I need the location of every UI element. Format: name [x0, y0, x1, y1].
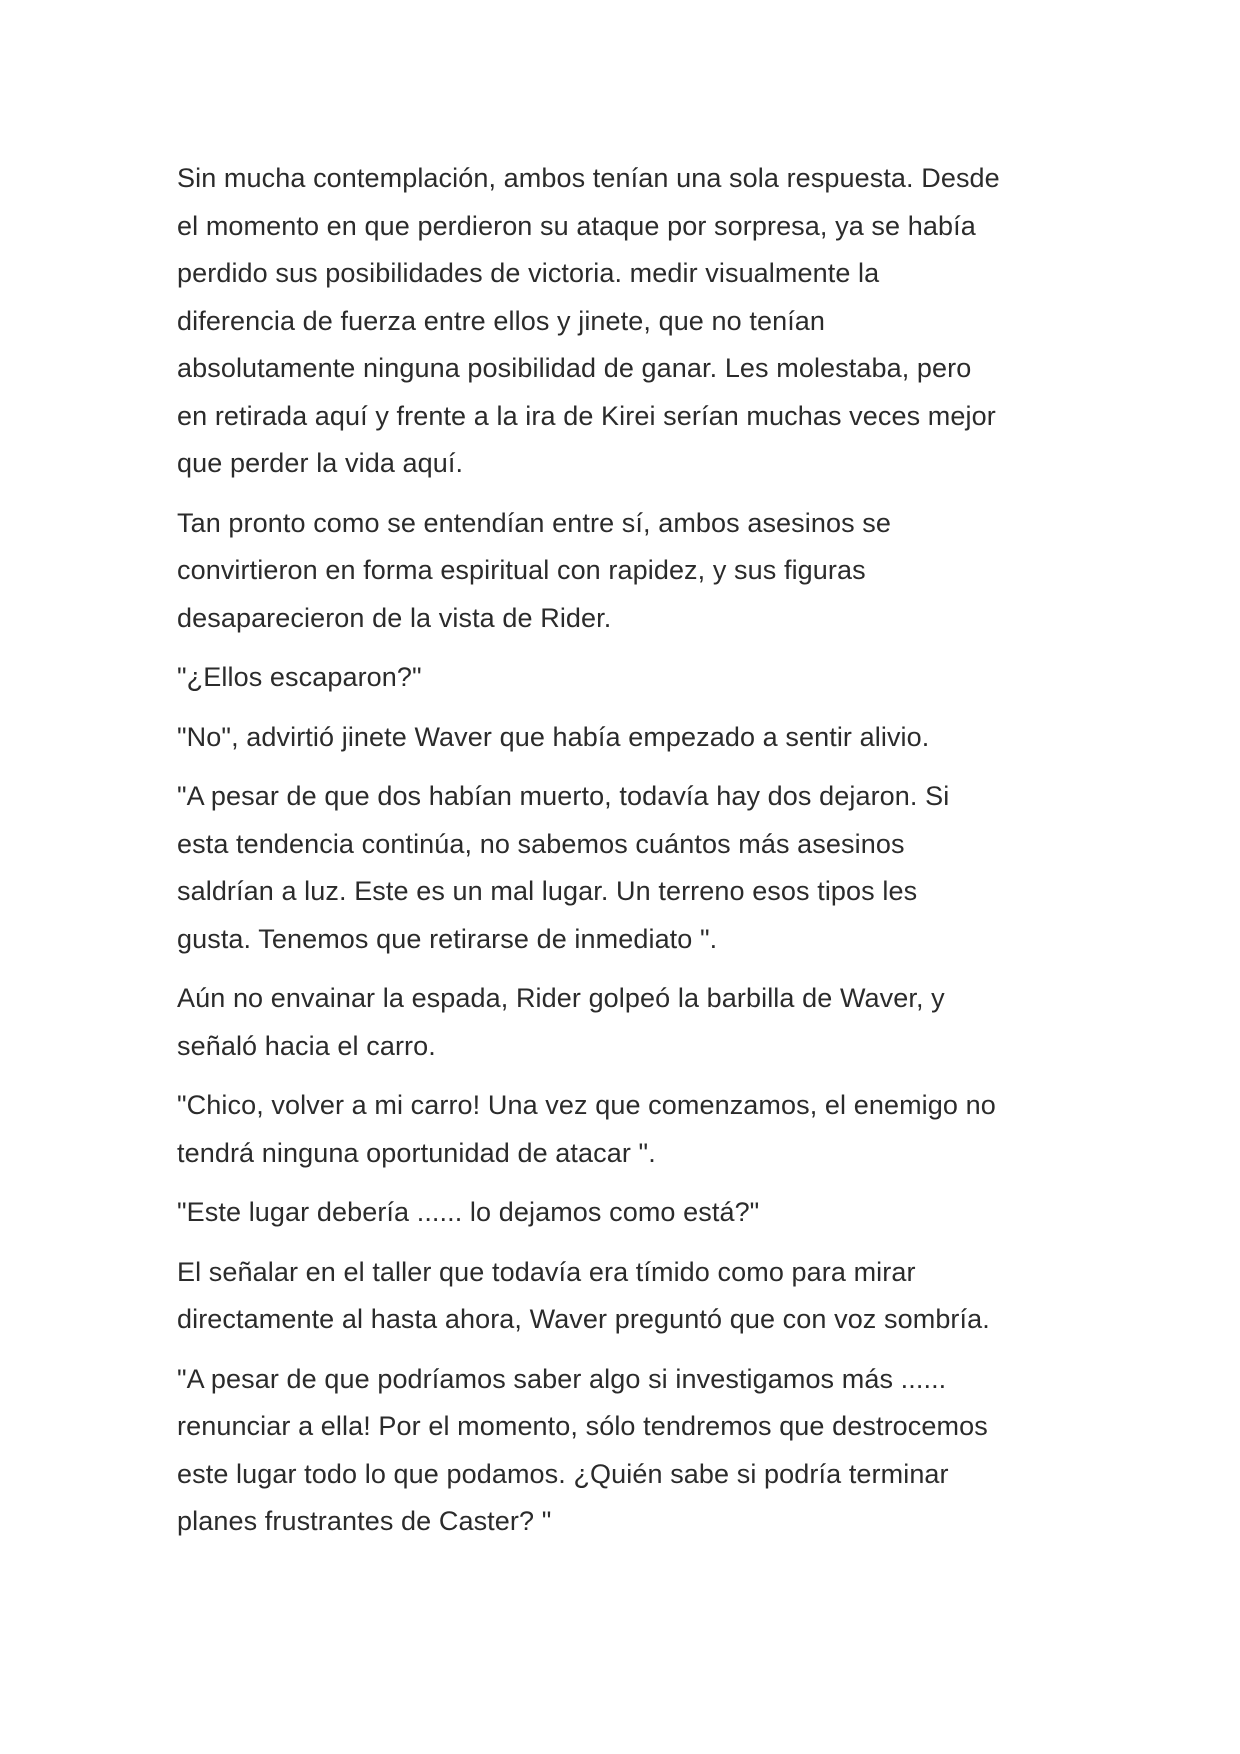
- text-line: desaparecieron de la vista de Rider.: [177, 602, 612, 633]
- text-line: "A pesar de que podríamos saber algo si investigamos más ......: [177, 1363, 947, 1394]
- text-line: este lugar todo lo que podamos. ¿Quién sabe si podría terminar: [177, 1458, 949, 1489]
- paragraph-8: [177, 1189, 1077, 1237]
- text-line: que perder la vida aquí.: [177, 448, 464, 478]
- text-line: Tan pronto como se entendían entre sí, ambos asesinos se: [177, 507, 892, 538]
- text-line: perdido sus posibilidades de victoria. medir visualmente la: [177, 258, 880, 288]
- text-line: absolutamente ninguna posibilidad de ganar. Les molestaba, pero: [177, 353, 972, 383]
- body-text: [177, 155, 1077, 1558]
- text-line: Sin mucha contemplación, ambos tenían una sola respuesta. Desde: [177, 163, 1000, 193]
- paragraph-2: [177, 500, 1077, 643]
- text-line: el momento en que perdieron su ataque por sorpresa, ya se había: [177, 210, 976, 241]
- paragraph-10: [177, 1356, 1077, 1546]
- text-line: Aún no envainar la espada, Rider golpeó la barbilla de Waver, y: [177, 983, 945, 1013]
- text-line: El señalar en el taller que todavía era tímido como para mirar: [177, 1256, 916, 1287]
- text-line: "¿Ellos escaparon?": [177, 662, 422, 692]
- paragraph-4: [177, 714, 1077, 762]
- text-line: saldrían a luz. Este es un mal lugar. Un terreno esos tipos les: [177, 876, 918, 906]
- text-line: tendrá ninguna oportunidad de atacar ".: [177, 1137, 656, 1168]
- text-line: diferencia de fuerza entre ellos y jinete, que no tenían: [177, 305, 826, 336]
- paragraph-3: [177, 654, 1077, 702]
- text-line: planes frustrantes de Caster? ": [177, 1506, 552, 1536]
- text-line: "A pesar de que dos habían muerto, todavía hay dos dejaron. Si: [177, 781, 950, 811]
- text-line: señaló hacia el carro.: [177, 1030, 436, 1061]
- text-line: renunciar a ella! Por el momento, sólo tendremos que destrocemos: [177, 1411, 988, 1441]
- text-line: directamente al hasta ahora, Waver preguntó que con voz sombría.: [177, 1304, 990, 1334]
- paragraph-6: [177, 975, 1077, 1070]
- text-line: en retirada aquí y frente a la ira de Kirei serían muchas veces mejor: [177, 400, 996, 431]
- text-line: convirtieron en forma espiritual con rapidez, y sus figuras: [177, 555, 866, 585]
- text-line: "Este lugar debería ...... lo dejamos como está?": [177, 1197, 760, 1227]
- paragraph-5: [177, 773, 1077, 963]
- text-line: gusta. Tenemos que retirarse de inmediato ".: [177, 923, 718, 954]
- paragraph-7: [177, 1082, 1077, 1177]
- paragraph-1: [177, 155, 1077, 488]
- paragraph-9: [177, 1249, 1077, 1344]
- text-line: "No", advirtió jinete Waver que había empezado a sentir alivio.: [177, 721, 930, 752]
- text-line: "Chico, volver a mi carro! Una vez que comenzamos, el enemigo no: [177, 1090, 996, 1120]
- text-line: esta tendencia continúa, no sabemos cuántos más asesinos: [177, 828, 905, 859]
